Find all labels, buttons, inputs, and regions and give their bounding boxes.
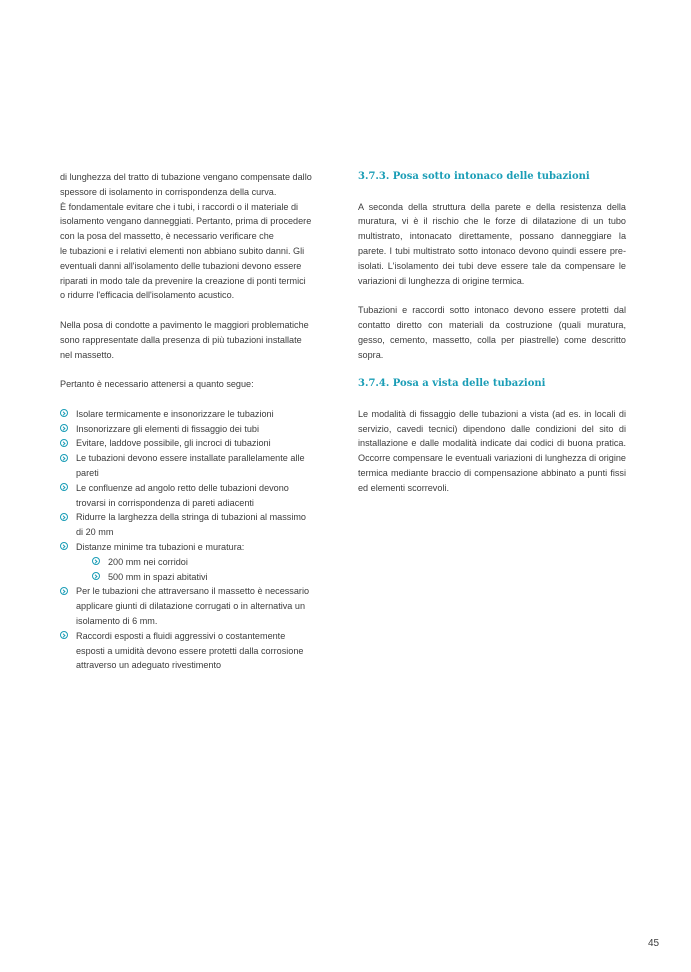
text-line: Pertanto è necessario attenersi a quanto segue: xyxy=(60,379,254,390)
list-item: Le confluenze ad angolo retto delle tubazioni devono trovarsi in corrispondenza di pareti adiacenti xyxy=(60,481,330,511)
list-item: Evitare, laddove possibile, gli incroci di tubazioni xyxy=(60,436,330,451)
right-column xyxy=(358,170,626,510)
text-line: riparati in modo tale da prevenire la creazione di ponti termici xyxy=(60,275,306,286)
chevron-circle-icon xyxy=(60,439,68,447)
text-line: È fondamentale evitare che i tubi, i raccordi o il materiale di xyxy=(60,201,299,212)
list-item: Raccordi esposti a fluidi aggressivi o costantemente esposti a umidità devono essere protetti dalla corrosione attraverso un adeguato rivestimento xyxy=(60,629,330,673)
section-heading-3-7-3: 3.7.3. Posa sotto intonaco delle tubazioni xyxy=(358,171,590,182)
section-heading-3-7-4: 3.7.4. Posa a vista delle tubazioni xyxy=(358,378,546,390)
sub-list-item: 200 mm nei corridoi xyxy=(92,555,330,570)
chevron-circle-icon xyxy=(60,409,68,417)
text-line: o ridurre l'efficacia dell'isolamento acustico. xyxy=(60,290,235,301)
text-line: Nella posa di condotte a pavimento le maggiori problematiche xyxy=(60,319,309,330)
left-column xyxy=(60,170,330,673)
sub-list-item: 500 mm in spazi abitativi xyxy=(92,570,330,585)
distances-sublist xyxy=(76,555,330,585)
text-line: eventuali danni all'isolamento delle tubazioni devono essere xyxy=(60,260,302,271)
text-line: nel massetto. xyxy=(60,349,115,360)
text-line: isolamento vengano danneggiati. Pertanto, prima di procedere xyxy=(60,216,312,227)
text-line: sono rappresentate dalla presenza di più tubazioni installate xyxy=(60,334,302,345)
right-paragraph-2: Tubazioni e raccordi sotto intonaco devono essere protetti dal contatto diretto con materiali da costruzione (quali muratura, gesso, cemento, massetto, colla per piastrelle) come descritto sopra. xyxy=(358,305,626,360)
requirements-list xyxy=(60,407,330,673)
chevron-circle-icon xyxy=(60,424,68,432)
list-item: Isolare termicamente e insonorizzare le tubazioni xyxy=(60,407,330,422)
right-paragraph-3: Le modalità di fissaggio delle tubazioni a vista (ad es. in locali di servizio, cavedi tecnici) dipendono dalle condizioni del sito di installazione e dalle modalità indicate dai codici di buona pratica. Occorre compensare le eventuali variazioni di lunghezza di origine termica mediante braccio di compensazione abbinato a punti fissi ed elementi scorrevoli. xyxy=(358,408,626,493)
chevron-circle-icon xyxy=(60,587,68,595)
list-item: Per le tubazioni che attraversano il massetto è necessario applicare giunti di dilatazione corrugati o in alternativa un isolamento di 6 mm. xyxy=(60,584,330,628)
chevron-circle-icon xyxy=(60,513,68,521)
left-paragraph-2 xyxy=(60,318,330,362)
left-paragraph-3 xyxy=(60,377,330,392)
text-line: spessore di isolamento in corrispondenza della curva. xyxy=(60,186,277,197)
chevron-circle-icon xyxy=(60,542,68,550)
chevron-circle-icon xyxy=(60,454,68,462)
chevron-circle-icon xyxy=(60,483,68,491)
chevron-circle-icon xyxy=(60,631,68,639)
text-line: con la posa del massetto, è necessario verificare che xyxy=(60,231,274,242)
page-number: 45 xyxy=(648,938,660,949)
left-paragraph-1 xyxy=(60,170,330,303)
chevron-circle-icon xyxy=(92,557,100,565)
right-paragraph-1: A seconda della struttura della parete e della resistenza della muratura, vi è il rischio che le forze di dilatazione di un tubo multistrato, intonacato direttamente, possano danneggiare la parete. I tubi multistrato sotto intonaco devono quindi essere pre-isolati. L'isolamento dei tubi deve essere tale da compensare le variazioni di lunghezza di origine termica. xyxy=(358,201,626,286)
list-item: Le tubazioni devono essere installate parallelamente alle pareti xyxy=(60,451,330,481)
list-item: Insonorizzare gli elementi di fissaggio dei tubi xyxy=(60,422,330,437)
chevron-circle-icon xyxy=(92,572,100,580)
text-line: le tubazioni e i relativi elementi non abbiano subito danni. Gli xyxy=(60,245,305,256)
text-line: di lunghezza del tratto di tubazione vengano compensate dallo xyxy=(60,172,312,182)
list-item: Distanze minime tra tubazioni e muratura: 200 mm nei corridoi 500 mm in spazi abitativi xyxy=(60,540,330,584)
list-item: Ridurre la larghezza della stringa di tubazioni al massimo di 20 mm xyxy=(60,510,330,540)
